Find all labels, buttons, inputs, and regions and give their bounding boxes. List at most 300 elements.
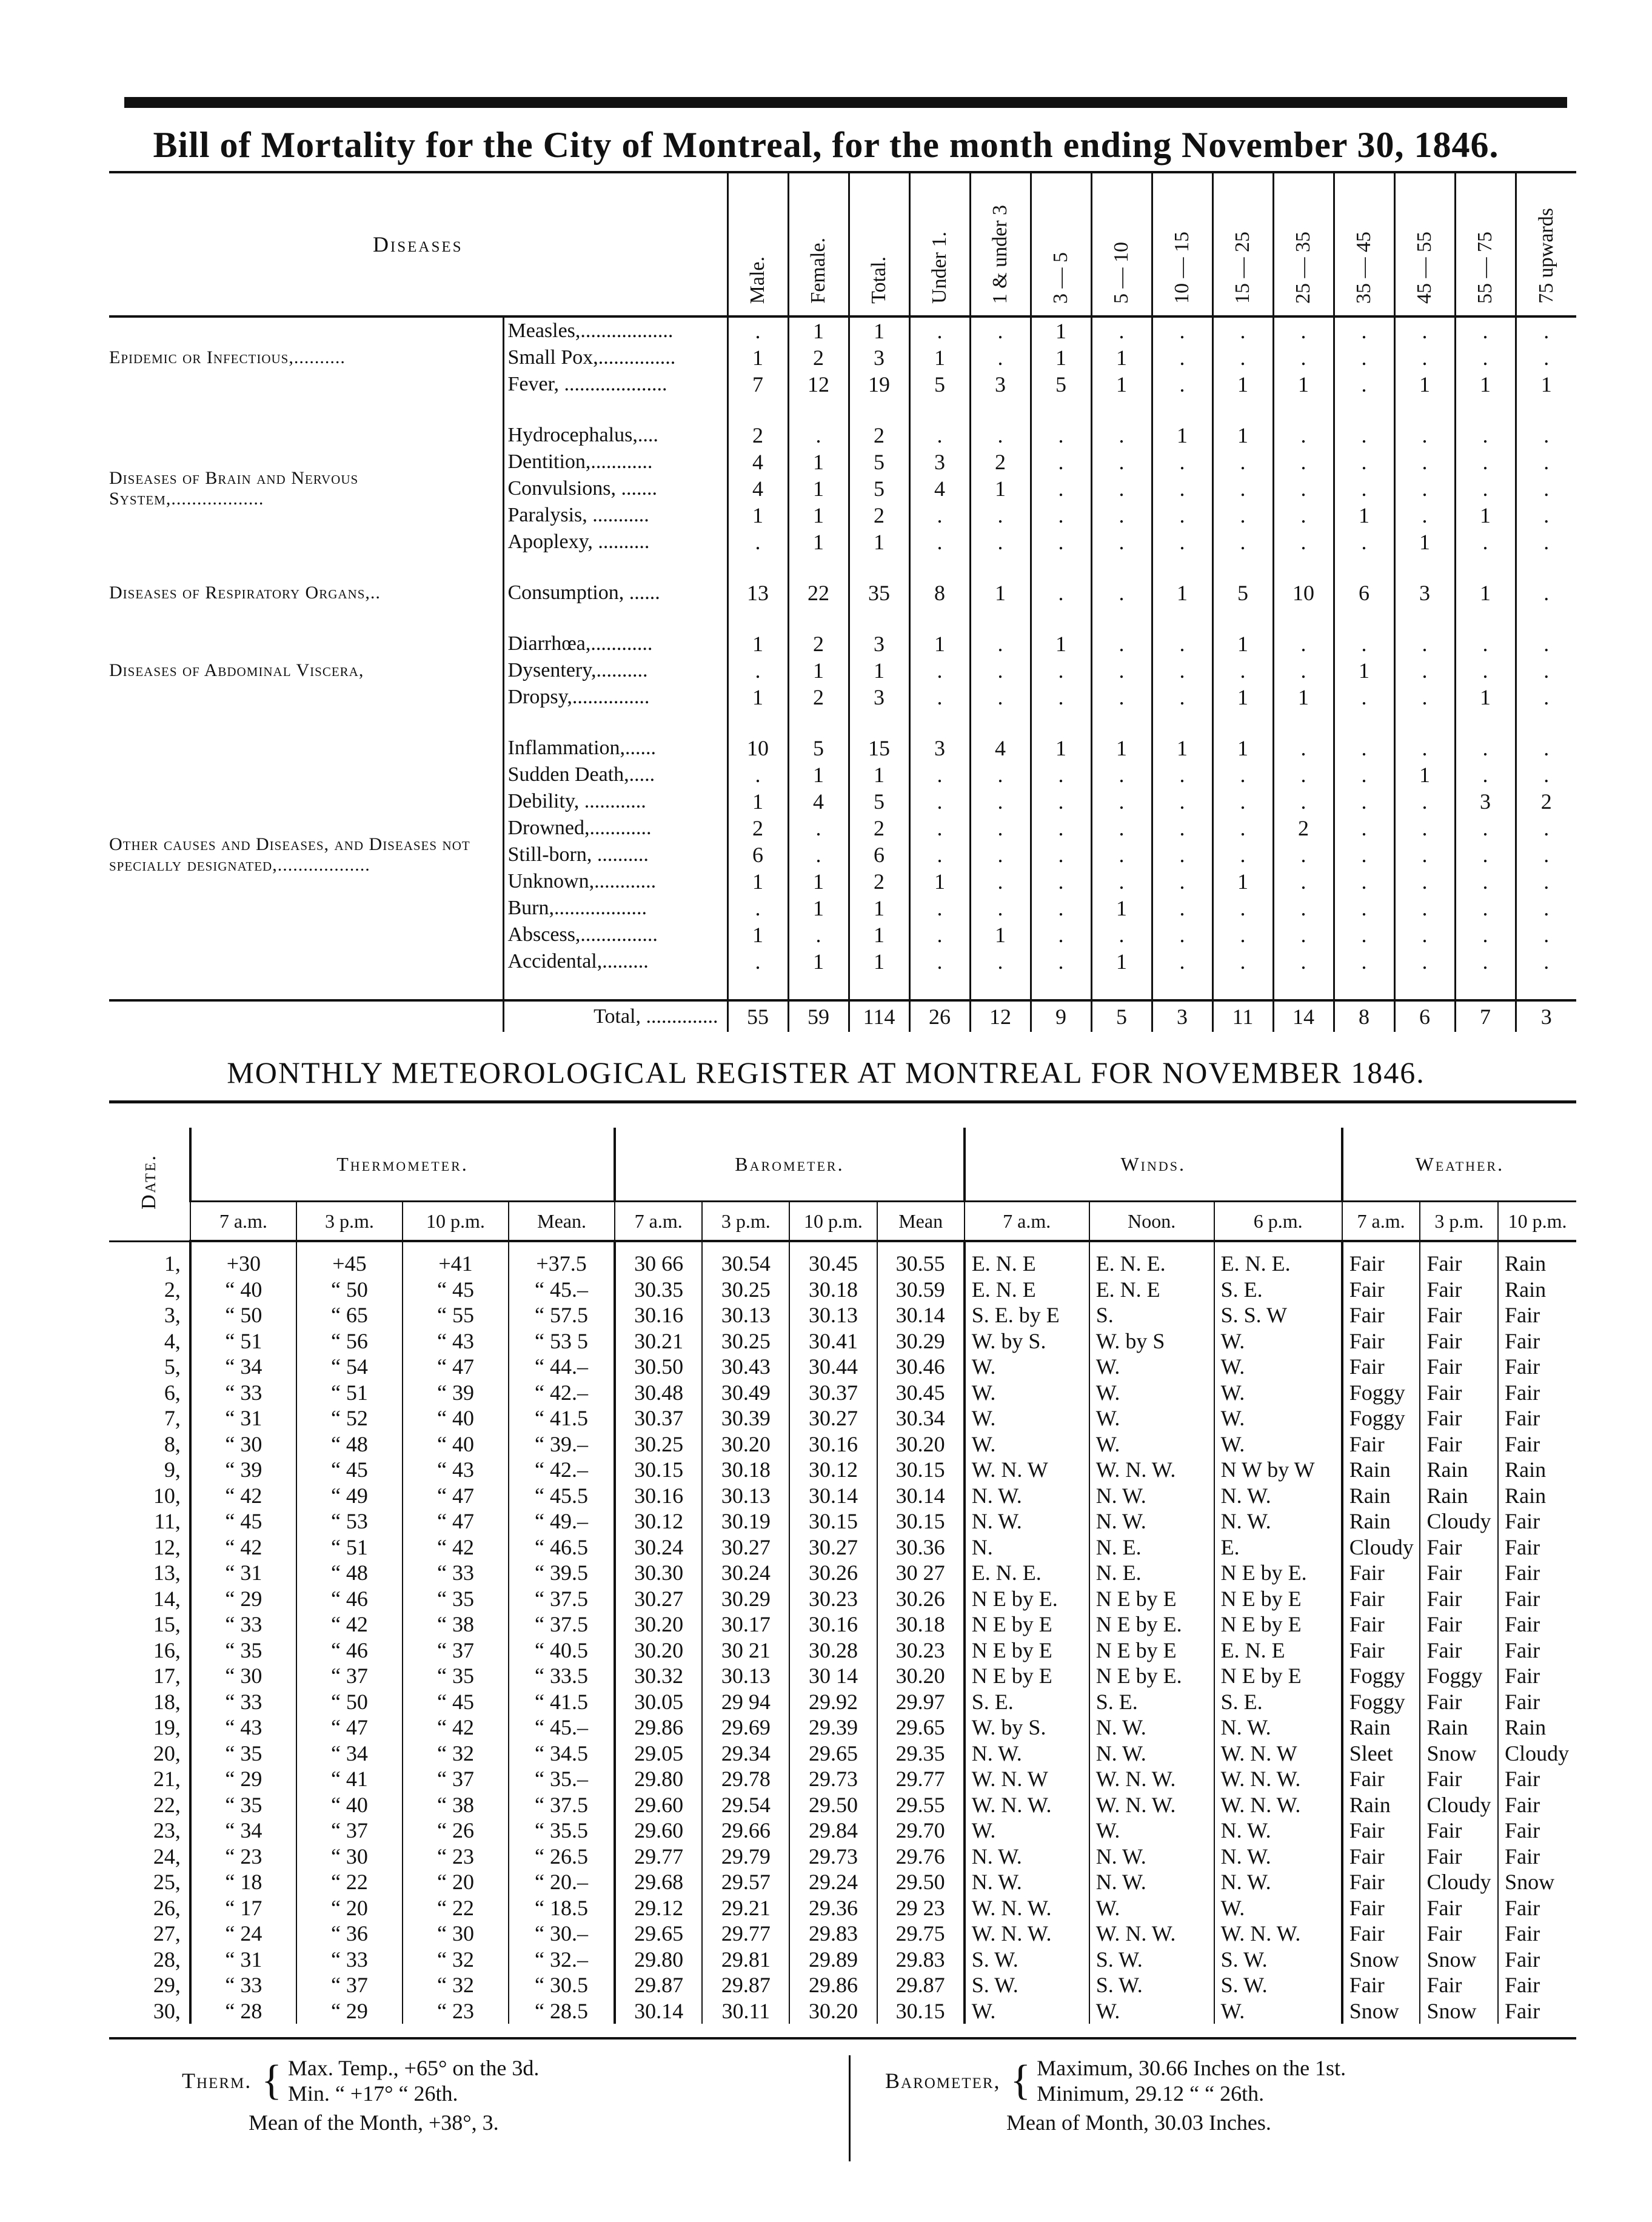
mortality-cell: . [1516, 631, 1576, 657]
meteo-subheader: 10 p.m. [789, 1202, 877, 1242]
mortality-cell: . [1334, 475, 1394, 502]
mortality-cell: . [727, 895, 788, 922]
mortality-cell: 5 [909, 371, 970, 398]
meteo-cell: 29.12 [615, 1895, 702, 1921]
meteo-date-cell: 12, [153, 1534, 181, 1559]
meteo-cell: 30.20 [615, 1638, 702, 1664]
meteo-cell: “ 37.5 [509, 1792, 615, 1818]
mortality-cell: . [1152, 788, 1212, 815]
meteo-cell: Fair [1420, 1586, 1498, 1612]
mortality-cell: . [909, 815, 970, 842]
mortality-cell: . [970, 631, 1031, 657]
mortality-cell: . [1516, 502, 1576, 529]
meteo-cell: “ 32 [403, 1947, 509, 1973]
meteo-cell: W. [965, 1354, 1089, 1380]
meteo-cell: Rain [1342, 1792, 1420, 1818]
mortality-cell: . [909, 316, 970, 344]
mortality-col-header: Under 1. [909, 173, 970, 316]
meteo-cell: N E by E. [965, 1586, 1089, 1612]
meteo-cell: 30.37 [615, 1405, 702, 1431]
meteo-cell: 30.20 [877, 1431, 965, 1457]
mortality-cell: 1 [727, 922, 788, 948]
mortality-cell: . [1031, 657, 1091, 684]
meteo-cell: N. W. [1214, 1483, 1342, 1509]
meteo-row [109, 1715, 1576, 1741]
meteo-date-cell: 13, [153, 1561, 181, 1585]
meteo-subheader: Mean. [509, 1202, 615, 1242]
meteo-cell: Fair [1342, 1354, 1420, 1380]
meteo-cell: 30.16 [615, 1302, 702, 1328]
total-cell: 6 [1394, 1000, 1455, 1032]
mortality-cell: 1 [1031, 316, 1091, 344]
mortality-cell: . [1152, 761, 1212, 788]
meteo-cell: Fair [1342, 1302, 1420, 1328]
mortality-cell: . [1273, 868, 1334, 895]
meteo-cell: 29.68 [615, 1869, 702, 1895]
meteo-cell: “ 28 [190, 1998, 296, 2024]
meteo-cell: “ 20 [296, 1895, 403, 1921]
meteo-cell: N. W. [1089, 1508, 1214, 1534]
mortality-cell: . [1394, 948, 1455, 975]
meteo-cell: W. N. W. [1214, 1921, 1342, 1947]
meteo-date-cell: 17, [153, 1664, 181, 1688]
meteo-cell: Fair [1420, 1611, 1498, 1638]
mortality-row [109, 316, 1576, 344]
mortality-cell: 1 [1455, 684, 1516, 711]
meteo-cell: 30.29 [877, 1328, 965, 1354]
meteo-cell: Rain [1420, 1483, 1498, 1509]
mortality-col-header: 55 — 75 [1455, 173, 1516, 316]
meteo-cell: Fair [1420, 1638, 1498, 1664]
meteo-cell: Foggy [1342, 1663, 1420, 1689]
mortality-cell: . [909, 788, 970, 815]
meteo-cell: Fair [1498, 1792, 1576, 1818]
meteo-row [109, 1844, 1576, 1870]
meteo-cell: Fair [1420, 1921, 1498, 1947]
mortality-cell: . [1394, 449, 1455, 475]
mortality-cell: . [970, 895, 1031, 922]
mortality-cell: . [1031, 580, 1091, 606]
meteo-cell: 30.32 [615, 1663, 702, 1689]
mortality-cell: . [1455, 868, 1516, 895]
meteo-cell: +37.5 [509, 1241, 615, 1277]
mortality-cell: 3 [849, 684, 909, 711]
mortality-cell: 1 [788, 761, 849, 788]
mortality-cell: 1 [1152, 580, 1212, 606]
meteo-cell: “ 42 [190, 1534, 296, 1561]
meteo-cell: “ 55 [403, 1302, 509, 1328]
meteo-top-rule [109, 1100, 1576, 1103]
mortality-cell: . [970, 344, 1031, 371]
mortality-cell: 1 [1091, 371, 1152, 398]
meteo-cell: Fair [1342, 1818, 1420, 1844]
mortality-cell: . [1394, 868, 1455, 895]
meteo-cell: “ 29 [190, 1586, 296, 1612]
mortality-cell: . [1152, 449, 1212, 475]
meteo-cell: 29.24 [789, 1869, 877, 1895]
meteo-cell: 29.83 [877, 1947, 965, 1973]
meteo-cell: N E by E. [1214, 1560, 1342, 1586]
meteo-cell: “ 30 [190, 1431, 296, 1457]
meteo-cell: E. N. E [1214, 1638, 1342, 1664]
meteo-cell: 30.15 [789, 1508, 877, 1534]
meteo-cell: “ 42.– [509, 1457, 615, 1483]
mortality-cell: 1 [909, 344, 970, 371]
mortality-cell: . [1212, 657, 1273, 684]
mortality-col-header: Female. [788, 173, 849, 316]
meteo-cell: “ 37 [296, 1663, 403, 1689]
mortality-cell: 1 [788, 449, 849, 475]
mortality-cell: . [1091, 788, 1152, 815]
meteo-cell: 30.13 [702, 1663, 789, 1689]
meteo-cell: “ 43 [403, 1328, 509, 1354]
mortality-cell: 1 [1212, 868, 1273, 895]
mortality-cell: . [1516, 735, 1576, 761]
meteo-cell: Rain [1498, 1715, 1576, 1741]
meteo-cell: W. [1089, 1380, 1214, 1406]
meteo-cell: S. E. [965, 1689, 1089, 1715]
mortality-cell: 1 [1516, 371, 1576, 398]
total-cell: 5 [1091, 1000, 1152, 1032]
meteo-cell: Fair [1342, 1586, 1420, 1612]
meteo-cell: W. by S. [965, 1715, 1089, 1741]
meteo-cell: 29.79 [702, 1844, 789, 1870]
meteo-cell: Fair [1342, 1869, 1420, 1895]
mortality-cell: 15 [849, 735, 909, 761]
mortality-cell: . [1273, 895, 1334, 922]
mortality-cell: 1 [909, 868, 970, 895]
spacer-row [109, 975, 1576, 1000]
meteo-cell: Fair [1420, 1241, 1498, 1277]
mortality-cell: 1 [1394, 529, 1455, 555]
meteo-cell: “ 43 [190, 1715, 296, 1741]
mortality-cell: . [1212, 788, 1273, 815]
meteo-subheader: Noon. [1089, 1202, 1214, 1242]
meteo-cell: “ 18 [190, 1869, 296, 1895]
mortality-col-header: 15 — 25 [1212, 173, 1273, 316]
meteo-cell: N. W. [1089, 1844, 1214, 1870]
meteo-cell: 30.25 [702, 1328, 789, 1354]
meteo-cell: Fair [1420, 1302, 1498, 1328]
meteo-cell: 30.18 [789, 1277, 877, 1303]
mortality-col-header: 75 upwards [1516, 173, 1576, 316]
meteo-cell: Snow [1420, 1741, 1498, 1767]
meteo-cell: Fair [1498, 1560, 1576, 1586]
meteo-cell: Fair [1498, 1431, 1576, 1457]
meteo-cell: N. W. [1089, 1741, 1214, 1767]
meteo-cell: 30.30 [615, 1560, 702, 1586]
meteo-cell: Snow [1342, 1998, 1420, 2024]
meteo-cell: “ 41 [296, 1766, 403, 1792]
meteo-cell: 30.15 [615, 1457, 702, 1483]
meteo-cell: 29.21 [702, 1895, 789, 1921]
mortality-cell: . [1212, 922, 1273, 948]
mortality-cell: . [1334, 371, 1394, 398]
mortality-cell: . [1394, 422, 1455, 449]
meteo-cell: 30.14 [789, 1483, 877, 1509]
meteo-cell: “ 37 [403, 1638, 509, 1664]
meteo-cell: 29.84 [789, 1818, 877, 1844]
meteo-cell: “ 54 [296, 1354, 403, 1380]
meteo-cell: 29.73 [789, 1844, 877, 1870]
meteo-cell: “ 29 [296, 1998, 403, 2024]
total-cell: 11 [1212, 1000, 1273, 1032]
meteo-cell: N E by E. [1089, 1663, 1214, 1689]
disease-cause: Accidental,......... [503, 948, 727, 975]
mortality-cell: . [1212, 529, 1273, 555]
meteo-row [109, 1921, 1576, 1947]
meteo-cell: N. E. [1089, 1534, 1214, 1561]
meteo-cell: Rain [1342, 1715, 1420, 1741]
mortality-cell: . [970, 868, 1031, 895]
meteo-cell: E. N. E. [965, 1560, 1089, 1586]
mortality-cell: 13 [727, 580, 788, 606]
meteo-cell: Cloudy [1498, 1741, 1576, 1767]
mortality-cell: 1 [727, 344, 788, 371]
meteo-cell: 29.60 [615, 1792, 702, 1818]
meteo-cell: N. W. [1089, 1869, 1214, 1895]
mortality-col-header: 35 — 45 [1334, 173, 1394, 316]
meteo-cell: N E by E [1214, 1586, 1342, 1612]
meteo-cell: Cloudy [1420, 1869, 1498, 1895]
meteo-cell: W. N. W. [1089, 1921, 1214, 1947]
meteo-cell: 29.86 [615, 1715, 702, 1741]
mortality-cell: . [1516, 449, 1576, 475]
mortality-cell: 4 [788, 788, 849, 815]
mortality-cell: . [970, 657, 1031, 684]
mortality-cell: . [1334, 895, 1394, 922]
top-thick-rule [124, 97, 1567, 108]
meteo-cell: 30.20 [877, 1663, 965, 1689]
mortality-cell: . [1212, 316, 1273, 344]
meteo-cell: 29.80 [615, 1947, 702, 1973]
meteo-cell: Fair [1342, 1277, 1420, 1303]
meteo-cell: “ 33 [190, 1380, 296, 1406]
mortality-cell: 1 [1212, 631, 1273, 657]
mortality-cell: . [1031, 895, 1091, 922]
meteo-cell: Rain [1420, 1715, 1498, 1741]
meteo-cell: “ 40 [403, 1405, 509, 1431]
page-title: Bill of Mortality for the City of Montreal, for the month ending November 30, 1846. [153, 125, 1499, 165]
meteo-cell: W. N. W. [1089, 1792, 1214, 1818]
meteo-row [109, 1766, 1576, 1792]
diseases-header: Diseases [109, 173, 727, 316]
mortality-cell: . [1334, 529, 1394, 555]
meteo-cell: Fair [1342, 1611, 1420, 1638]
disease-cause: Dropsy,............... [503, 684, 727, 711]
meteo-cell: W. N. W [965, 1766, 1089, 1792]
mortality-cell: . [1334, 788, 1394, 815]
mortality-cell: 4 [727, 449, 788, 475]
mortality-cell: 5 [849, 475, 909, 502]
mortality-col-header: Male. [727, 173, 788, 316]
mortality-cell: . [970, 529, 1031, 555]
meteo-cell: “ 33 [190, 1611, 296, 1638]
disease-cause: Hydrocephalus,.... [503, 422, 727, 449]
meteo-cell: Fair [1420, 1972, 1498, 1998]
meteo-cell: 30.15 [877, 1457, 965, 1483]
mortality-cell: 1 [1212, 422, 1273, 449]
meteo-cell: Fair [1498, 1947, 1576, 1973]
meteo-cell: 30.11 [702, 1998, 789, 2024]
therm-min: Min. “ +17° “ 26th. [287, 2081, 458, 2106]
meteo-cell: Cloudy [1420, 1792, 1498, 1818]
mortality-cell: . [1334, 815, 1394, 842]
summary-divider [849, 2055, 851, 2161]
total-cell: 8 [1334, 1000, 1394, 1032]
meteo-cell: 29.65 [615, 1921, 702, 1947]
total-label: Total, .............. [503, 1000, 727, 1032]
meteo-cell: W. N. W [1214, 1741, 1342, 1767]
mortality-cell: . [1455, 922, 1516, 948]
meteo-cell: Snow [1420, 1947, 1498, 1973]
meteo-row [109, 1534, 1576, 1561]
meteo-cell: 29.50 [789, 1792, 877, 1818]
meteo-row [109, 1611, 1576, 1638]
meteo-cell: N. W. [965, 1483, 1089, 1509]
meteo-cell: “ 46 [296, 1586, 403, 1612]
meteo-cell: W. [1214, 1354, 1342, 1380]
meteo-subheader-row [109, 1202, 1576, 1242]
meteo-cell: “ 39 [403, 1380, 509, 1406]
mortality-cell: . [1212, 815, 1273, 842]
mortality-cell: 1 [849, 948, 909, 975]
mortality-cell: . [1273, 475, 1334, 502]
meteo-cell: Fair [1420, 1354, 1498, 1380]
mortality-row [109, 631, 1576, 657]
meteo-row [109, 1869, 1576, 1895]
meteo-row [109, 1431, 1576, 1457]
meteo-cell: 30.24 [702, 1560, 789, 1586]
meteo-cell: 30.25 [615, 1431, 702, 1457]
meteo-cell: W. N. W. [1214, 1766, 1342, 1792]
meteo-cell: 30.19 [702, 1508, 789, 1534]
mortality-cell: . [1091, 684, 1152, 711]
meteo-cell: Fair [1420, 1895, 1498, 1921]
meteo-date-cell: 18, [153, 1689, 181, 1714]
meteo-cell: Snow [1342, 1947, 1420, 1973]
meteo-date-cell: 10, [153, 1483, 181, 1508]
meteo-cell: 30 14 [789, 1663, 877, 1689]
meteo-cell: Rain [1498, 1483, 1576, 1509]
meteo-cell: “ 39.5 [509, 1560, 615, 1586]
mortality-cell: 2 [849, 868, 909, 895]
meteo-cell: “ 37 [296, 1972, 403, 1998]
meteo-cell: “ 23 [403, 1998, 509, 2024]
meteo-cell: 30.46 [877, 1354, 965, 1380]
mortality-cell: . [1091, 422, 1152, 449]
meteo-cell: Fair [1420, 1766, 1498, 1792]
meteo-cell: 30.16 [789, 1611, 877, 1638]
mortality-cell: . [909, 895, 970, 922]
meteo-cell: N. W. [1214, 1508, 1342, 1534]
disease-cause: Apoplexy, .......... [503, 529, 727, 555]
total-cell: 7 [1455, 1000, 1516, 1032]
meteo-cell: N. W. [965, 1869, 1089, 1895]
meteo-cell: 29.77 [877, 1766, 965, 1792]
meteo-cell: “ 22 [296, 1869, 403, 1895]
mortality-cell: 5 [1212, 580, 1273, 606]
mortality-cell: . [1455, 316, 1516, 344]
meteo-cell: 30.27 [702, 1534, 789, 1561]
meteo-cell: “ 41.5 [509, 1405, 615, 1431]
mortality-cell: . [1031, 815, 1091, 842]
total-cell: 3 [1516, 1000, 1576, 1032]
mortality-cell: . [1273, 422, 1334, 449]
mortality-cell: 1 [970, 580, 1031, 606]
mortality-cell: 3 [909, 449, 970, 475]
meteo-cell: 29.35 [877, 1741, 965, 1767]
mortality-cell: . [970, 948, 1031, 975]
mortality-cell: 1 [849, 895, 909, 922]
meteo-cell: Fair [1498, 1689, 1576, 1715]
mortality-cell: 1 [1334, 502, 1394, 529]
meteo-cell: “ 28.5 [509, 1998, 615, 2024]
mortality-cell: . [1273, 502, 1334, 529]
meteo-row [109, 1457, 1576, 1483]
mortality-cell: . [970, 502, 1031, 529]
mortality-cell: . [1334, 316, 1394, 344]
meteo-cell: 30.44 [789, 1354, 877, 1380]
meteo-cell: Rain [1342, 1508, 1420, 1534]
meteo-cell: W. by S. [965, 1328, 1089, 1354]
meteo-cell: S. E. [1214, 1277, 1342, 1303]
meteo-cell: 30.13 [789, 1302, 877, 1328]
meteo-subheader: 7 a.m. [1342, 1202, 1420, 1242]
meteo-cell: W. [965, 1431, 1089, 1457]
meteo-cell: “ 50 [296, 1689, 403, 1715]
meteo-cell: “ 38 [403, 1611, 509, 1638]
mortality-cell: 1 [1091, 948, 1152, 975]
meteo-cell: 30.21 [615, 1328, 702, 1354]
meteo-cell: 29.83 [789, 1921, 877, 1947]
meteo-cell: 30.12 [615, 1508, 702, 1534]
mortality-cell: 8 [909, 580, 970, 606]
mortality-cell: . [1394, 475, 1455, 502]
meteo-cell: “ 46 [296, 1638, 403, 1664]
meteo-row [109, 1380, 1576, 1406]
meteo-cell: Foggy [1342, 1405, 1420, 1431]
meteo-date-cell: 16, [153, 1638, 181, 1662]
meteo-cell: “ 35 [190, 1638, 296, 1664]
mortality-cell: . [1394, 657, 1455, 684]
meteo-cell: “ 53 [296, 1508, 403, 1534]
mortality-cell: . [1516, 344, 1576, 371]
disease-cause: Fever, .................... [503, 371, 727, 398]
meteo-cell: “ 38 [403, 1792, 509, 1818]
mortality-cell: 1 [788, 948, 849, 975]
meteo-cell: “ 36 [296, 1921, 403, 1947]
meteo-row [109, 1560, 1576, 1586]
mortality-cell: 1 [849, 761, 909, 788]
mortality-cell: . [1152, 316, 1212, 344]
mortality-cell: 10 [727, 735, 788, 761]
mortality-cell: . [1516, 815, 1576, 842]
meteo-row [109, 1998, 1576, 2024]
meteo-date-cell: 1, [164, 1251, 181, 1276]
mortality-col-header: 1 & under 3 [970, 173, 1031, 316]
meteo-cell: “ 30 [296, 1844, 403, 1870]
total-cell: 3 [1152, 1000, 1212, 1032]
meteo-cell: W. [1214, 1380, 1342, 1406]
mortality-cell: 1 [788, 529, 849, 555]
mortality-cell: . [1152, 922, 1212, 948]
meteo-cell: Fair [1420, 1560, 1498, 1586]
meteo-cell: “ 35 [403, 1586, 509, 1612]
meteo-cell: 30.43 [702, 1354, 789, 1380]
meteo-cell: 30.05 [615, 1689, 702, 1715]
meteo-date-cell: 8, [164, 1431, 181, 1456]
